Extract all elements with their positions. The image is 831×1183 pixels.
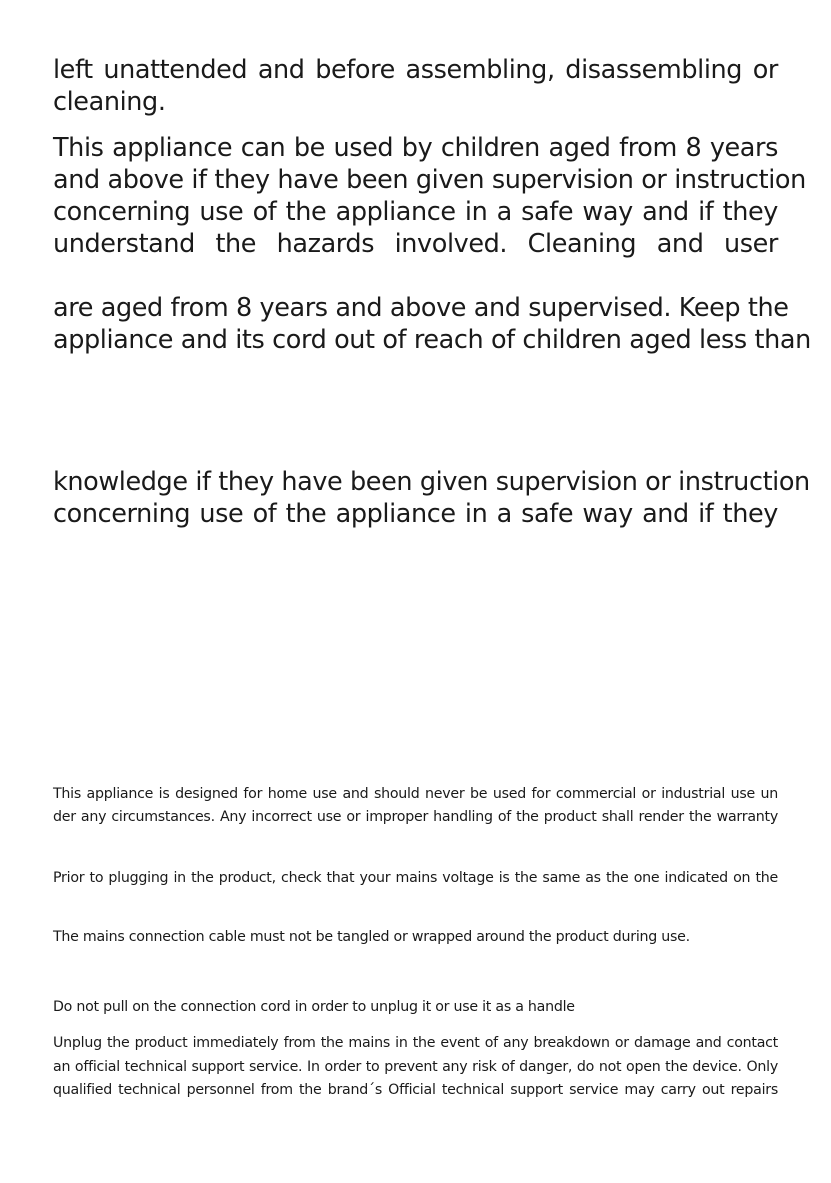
text-line: left unattended and before assembling, disassembling or bbox=[53, 55, 778, 85]
text-line: qualified technical personnel from the brand´s Official technical support service may carry out repairs bbox=[53, 1082, 778, 1098]
text-line: Unplug the product immediately from the mains in the event of any breakdown or damage and contact bbox=[53, 1035, 778, 1051]
text-line: understand the hazards involved. Cleaning and user bbox=[53, 229, 778, 259]
text-line: are aged from 8 years and above and supervised. Keep the bbox=[53, 293, 789, 323]
text-line: Prior to plugging in the product, check that your mains voltage is the same as the one indicated on the bbox=[53, 870, 778, 886]
text-line: Do not pull on the connection cord in order to unplug it or use it as a handle bbox=[53, 999, 575, 1015]
text-line: cleaning. bbox=[53, 87, 166, 117]
text-line: concerning use of the appliance in a safe way and if they bbox=[53, 499, 778, 529]
text-line: This appliance is designed for home use and should never be used for commercial or industrial use un bbox=[53, 786, 778, 802]
text-line: and above if they have been given supervision or instruction bbox=[53, 165, 806, 195]
text-line: an official technical support service. In order to prevent any risk of danger, do not open the device. Only bbox=[53, 1059, 778, 1075]
text-line: appliance and its cord out of reach of children aged less than bbox=[53, 325, 811, 355]
text-line: The mains connection cable must not be tangled or wrapped around the product during use. bbox=[53, 929, 690, 945]
text-line: concerning use of the appliance in a safe way and if they bbox=[53, 197, 778, 227]
text-line: knowledge if they have been given supervision or instruction bbox=[53, 467, 810, 497]
text-line: This appliance can be used by children aged from 8 years bbox=[53, 133, 778, 163]
text-line: der any circumstances. Any incorrect use or improper handling of the product shall render the warranty bbox=[53, 809, 778, 825]
